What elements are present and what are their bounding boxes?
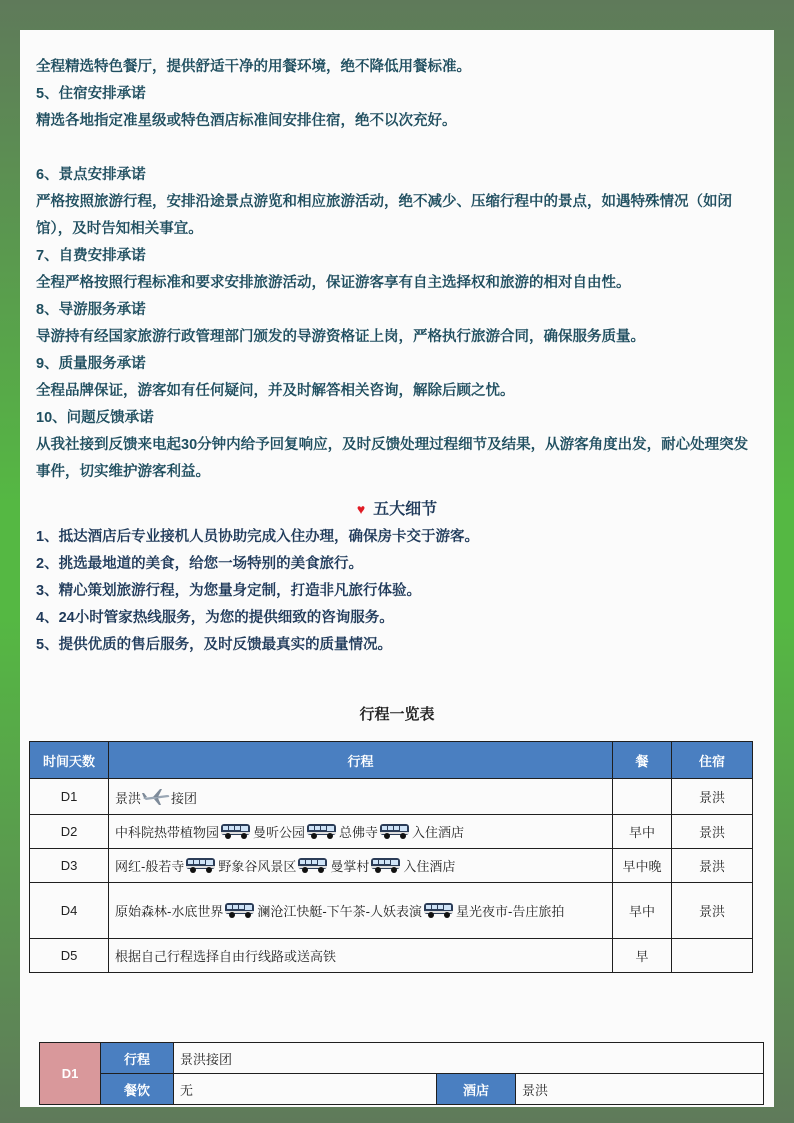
itinerary-meals: 早 xyxy=(613,939,672,973)
route-stop: 野象谷风景区 xyxy=(218,859,297,874)
commitment-text: 全程品牌保证，游客如有任何疑问，并及时解答相关咨询，解除后顾之忧。 xyxy=(36,383,515,399)
itinerary-row xyxy=(30,779,753,815)
airplane-icon xyxy=(141,787,171,807)
itinerary-day: D4 xyxy=(30,883,109,939)
col-header-day: 时间天数 xyxy=(30,742,109,779)
bus-icon xyxy=(185,856,217,874)
day-detail-route-label: 行程 xyxy=(101,1043,174,1074)
itinerary-title: 行程一览表 xyxy=(359,706,435,723)
commitment-text: 精选各地指定准星级或特色酒店标准间安排住宿，绝不以次充好。 xyxy=(36,113,457,129)
itinerary-meals: 早中晚 xyxy=(613,849,672,883)
five-details-heading xyxy=(20,496,774,519)
day-detail-day: D1 xyxy=(40,1043,101,1105)
commitment-text: 从我社接到反馈来电起30分钟内给予回复响应，及时反馈处理过程细节及结果，从游客角度出发，耐心处理突发事件，切实维护游客利益。 xyxy=(36,437,749,480)
route-stop: 接团 xyxy=(171,790,198,806)
itinerary-route xyxy=(109,849,613,883)
itinerary-meals xyxy=(613,779,672,815)
itinerary-day: D3 xyxy=(30,849,109,883)
detail-item: 4、24小时管家热线服务，为您的提供细致的咨询服务。 xyxy=(36,610,394,626)
itinerary-day: D2 xyxy=(30,815,109,849)
route-stop: 曼掌村 xyxy=(330,859,370,874)
detail-item: 3、精心策划旅游行程，为您量身定制，打造非凡旅行体验。 xyxy=(36,583,422,599)
bus-icon xyxy=(306,822,338,840)
bus-icon xyxy=(220,822,252,840)
itinerary-day: D5 xyxy=(30,939,109,973)
itinerary-day: D1 xyxy=(30,779,109,815)
bus-icon xyxy=(297,856,329,874)
route-stop: 景洪 xyxy=(115,790,142,806)
day-detail-hotel-value: 景洪 xyxy=(516,1074,764,1105)
itinerary-row xyxy=(30,883,753,939)
bus-icon xyxy=(224,901,256,919)
itinerary-hotel: 景洪 xyxy=(672,779,753,815)
col-header-hotel: 住宿 xyxy=(672,742,753,779)
commitment-text: 全程严格按照行程标准和要求安排旅游活动，保证游客享有自主选择权和旅游的相对自由性。 xyxy=(36,275,631,291)
itinerary-route xyxy=(109,779,613,815)
commitment-text: 全程精选特色餐厅，提供舒适干净的用餐环境，绝不降低用餐标准。 xyxy=(36,59,471,75)
itinerary-route xyxy=(109,939,613,973)
detail-item: 5、提供优质的售后服务，及时反馈最真实的质量情况。 xyxy=(36,637,393,653)
route-stop: 总佛寺 xyxy=(339,825,379,840)
day-detail-route-value: 景洪接团 xyxy=(174,1043,764,1074)
itinerary-header-row xyxy=(30,742,753,779)
day-detail-table xyxy=(39,1042,764,1105)
five-details-title: 五大细节 xyxy=(373,501,438,518)
document-page xyxy=(20,30,774,1107)
bus-icon xyxy=(423,901,455,919)
five-details-list xyxy=(36,524,756,659)
commitment-text: 严格按照旅游行程，安排沿途景点游览和相应旅游活动，绝不减少、压缩行程中的景点，如遇特殊情况（如闭馆），及时告知相关事宜。 xyxy=(36,194,732,237)
route-stop: 中科院热带植物园 xyxy=(115,825,220,840)
detail-item: 2、挑选最地道的美食，给您一场特别的美食旅行。 xyxy=(36,556,364,572)
detail-item: 1、抵达酒店后专业接机人员协助完成入住办理，确保房卡交于游客。 xyxy=(36,529,480,545)
day-detail-meal-value: 无 xyxy=(174,1074,437,1105)
commitment-heading: 7、自费安排承诺 xyxy=(36,248,146,264)
route-stop: 入住酒店 xyxy=(403,859,456,874)
itinerary-route xyxy=(109,815,613,849)
route-stop: 网红-般若寺 xyxy=(115,859,185,874)
bus-icon xyxy=(370,856,402,874)
day-detail-meal-label: 餐饮 xyxy=(101,1074,174,1105)
col-header-route: 行程 xyxy=(109,742,613,779)
itinerary-hotel: 景洪 xyxy=(672,815,753,849)
itinerary-meals: 早中 xyxy=(613,883,672,939)
itinerary-row xyxy=(30,939,753,973)
itinerary-hotel: 景洪 xyxy=(672,849,753,883)
route-stop: 澜沧江快艇-下午茶-人妖表演 xyxy=(257,904,423,919)
itinerary-row xyxy=(30,815,753,849)
spacer xyxy=(36,135,756,162)
commitment-heading: 6、景点安排承诺 xyxy=(36,167,146,183)
route-stop: 根据自己行程选择自由行线路或送高铁 xyxy=(115,949,337,964)
route-stop: 星光夜市-告庄旅拍 xyxy=(456,904,565,919)
route-stop: 原始森林-水底世界 xyxy=(115,904,224,919)
commitment-text: 导游持有经国家旅游行政管理部门颁发的导游资格证上岗，严格执行旅游合同，确保服务质量。 xyxy=(36,329,645,345)
itinerary-table xyxy=(29,741,753,973)
heart-icon: ♥ xyxy=(356,501,366,517)
itinerary-route xyxy=(109,883,613,939)
commitments-section xyxy=(36,54,756,486)
col-header-meals: 餐 xyxy=(613,742,672,779)
itinerary-meals: 早中 xyxy=(613,815,672,849)
day-detail-hotel-label: 酒店 xyxy=(437,1074,516,1105)
route-stop: 入住酒店 xyxy=(412,825,465,840)
commitment-heading: 5、住宿安排承诺 xyxy=(36,86,146,102)
commitment-heading: 10、问题反馈承诺 xyxy=(36,410,154,426)
itinerary-row xyxy=(30,849,753,883)
itinerary-hotel xyxy=(672,939,753,973)
commitment-heading: 8、导游服务承诺 xyxy=(36,302,146,318)
itinerary-hotel: 景洪 xyxy=(672,883,753,939)
route-stop: 曼听公园 xyxy=(253,825,306,840)
bus-icon xyxy=(379,822,411,840)
commitment-heading: 9、质量服务承诺 xyxy=(36,356,146,372)
